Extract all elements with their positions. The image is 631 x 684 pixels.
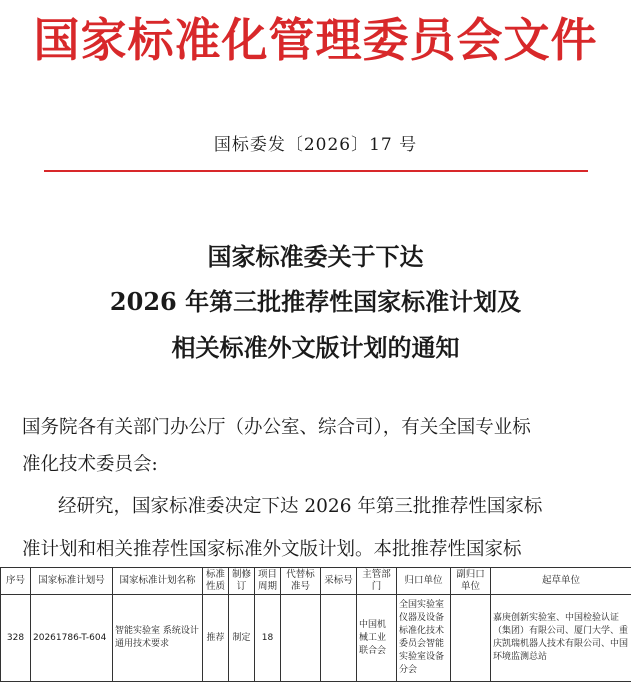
cell-replace-no	[281, 595, 321, 682]
cell-revision: 制定	[229, 595, 255, 682]
cell-adopt-no	[321, 595, 357, 682]
cell-drafters: 嘉庚创新实验室、中国检验认证（集团）有限公司、厦门大学、重庆凯瑞机器人技术有限公司、中国环境监测总站	[491, 595, 631, 682]
notice-title-line-3: 相关标准外文版计划的通知	[171, 333, 460, 362]
cell-seq: 328	[1, 595, 31, 682]
cell-plan-name: 智能实验室 系统设计 通用技术要求	[113, 595, 203, 682]
cell-central-unit: 全国实验室仪器及设备标准化技术委员会智能实验室设备分会	[397, 595, 451, 682]
header-divider	[44, 170, 588, 172]
cell-dept: 中国机械工业联合会	[357, 595, 397, 682]
col-header-adopt-no: 采标号	[321, 568, 357, 595]
col-header-dept: 主管部门	[357, 568, 397, 595]
col-header-plan-name: 国家标准计划名称	[113, 568, 203, 595]
col-header-plan-no: 国家标准计划号	[31, 568, 113, 595]
standard-plan-table	[0, 567, 631, 682]
body-paragraph-line-1: 经研究，国家标准委决定下达 2026 年第三批推荐性国家标	[58, 496, 543, 517]
cell-sub-central-unit	[451, 595, 491, 682]
col-header-drafters: 起草单位	[491, 568, 631, 595]
notice-title-line-2: 2026 年第三批推荐性国家标准计划及	[109, 287, 522, 316]
col-header-seq: 序号	[1, 568, 31, 595]
addressee-line-1: 国务院各有关部门办公厅（办公室、综合司），有关全国专业标	[22, 417, 531, 438]
col-header-central-unit: 归口单位	[397, 568, 451, 595]
table-header-row	[1, 568, 631, 595]
cell-plan-no: 20261786-T-604	[31, 595, 113, 682]
cell-cycle: 18	[255, 595, 281, 682]
document-number: 国标委发〔2026〕17 号	[213, 135, 418, 155]
table-row	[1, 595, 631, 682]
col-header-sub-central-unit: 副归口单位	[451, 568, 491, 595]
body-paragraph-line-2: 准计划和相关推荐性国家标准外文版计划。本批推荐性国家标	[22, 539, 522, 560]
cell-nature: 推荐	[203, 595, 229, 682]
col-header-replace-no: 代替标准号	[281, 568, 321, 595]
col-header-cycle: 项目周期	[255, 568, 281, 595]
col-header-revision: 制修订	[229, 568, 255, 595]
addressee-line-2: 准化技术委员会:	[22, 454, 158, 475]
col-header-nature: 标准性质	[203, 568, 229, 595]
document-header-title: 国家标准化管理委员会文件	[33, 13, 598, 67]
notice-title-line-1: 国家标准委关于下达	[207, 242, 424, 271]
